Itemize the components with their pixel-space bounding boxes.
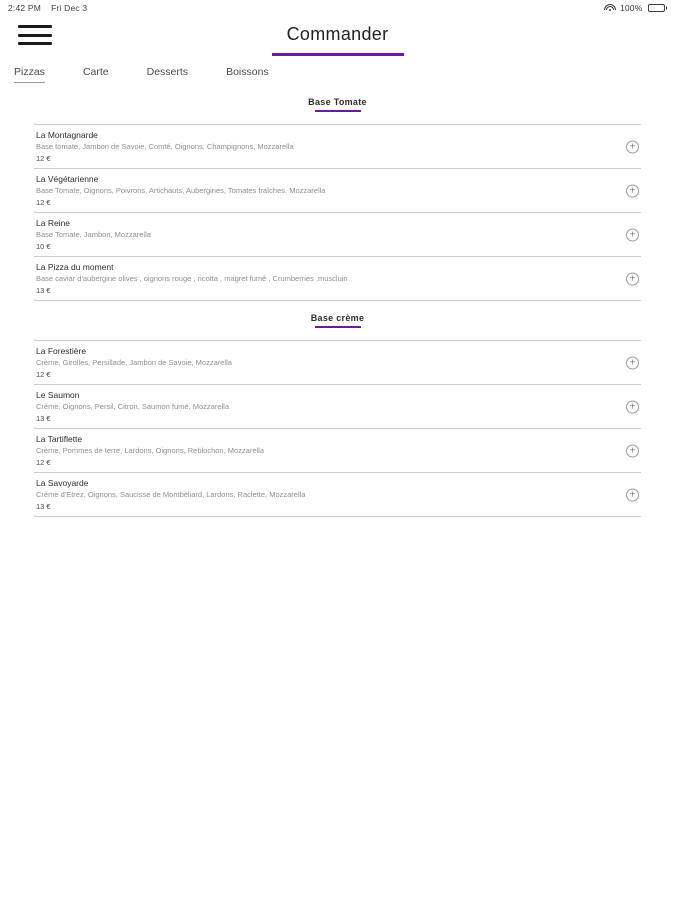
tab-boissons[interactable]: Boissons — [226, 66, 269, 78]
tab-pizzas[interactable]: Pizzas — [14, 66, 45, 83]
menu-section-base-creme — [34, 340, 641, 517]
menu-item-description: Crème, Girolles, Persillade, Jambon de Savoie, Mozzarella — [36, 358, 232, 367]
page-title: Commander — [286, 24, 389, 44]
add-item-icon[interactable]: + — [626, 444, 639, 457]
status-date: Fri Dec 3 — [51, 3, 88, 13]
menu-item-name: La Végétarienne — [36, 174, 99, 184]
menu-item-description: Base Tomate, Jambon, Mozzarella — [36, 230, 151, 239]
menu-item[interactable] — [34, 473, 641, 517]
menu-item-price: 12 € — [36, 370, 51, 379]
category-tabs — [0, 58, 675, 83]
section-underline — [315, 326, 361, 328]
status-bar — [0, 0, 675, 16]
menu-item[interactable] — [34, 385, 641, 429]
menu-item-name: La Reine — [36, 218, 71, 228]
status-time: 2:42 PM — [8, 3, 42, 13]
menu-item[interactable] — [34, 257, 641, 301]
menu-item-price: 13 € — [36, 286, 51, 295]
menu-item-description: Crème, Oignons, Persil, Citron, Saumon fumé, Mozzarella — [36, 402, 229, 411]
add-item-icon[interactable]: + — [626, 400, 639, 413]
menu-item-price: 12 € — [36, 154, 51, 163]
menu-item-description: Base Tomate, Oignons, Poivrons, Artichauts, Aubergines, Tomates fraîches, Mozzarella — [36, 186, 326, 195]
section-underline — [315, 110, 361, 112]
menu-item-price: 13 € — [36, 502, 51, 511]
menu-item[interactable] — [34, 169, 641, 213]
menu-item-price: 10 € — [36, 242, 51, 251]
app-header — [0, 16, 675, 58]
add-item-icon[interactable]: + — [626, 228, 639, 241]
title-underline — [272, 53, 404, 56]
section-heading-base-tomate: Base Tomate — [308, 97, 367, 107]
menu-item[interactable] — [34, 124, 641, 169]
menu-section-base-tomate — [34, 124, 641, 301]
add-item-icon[interactable]: + — [626, 272, 639, 285]
menu-item-price: 12 € — [36, 458, 51, 467]
battery-percent-label: 100% — [619, 3, 643, 13]
tab-carte[interactable]: Carte — [82, 66, 109, 78]
section-heading-base-creme: Base crème — [310, 313, 365, 323]
menu-item-name: La Montagnarde — [36, 130, 98, 140]
menu-item-name: La Pizza du moment — [36, 262, 114, 272]
add-item-icon[interactable]: + — [626, 184, 639, 197]
status-bar-left — [8, 3, 87, 13]
battery-icon — [648, 4, 668, 12]
menu-item-description: Base tomate, Jambon de Savoie, Comté, Oignons, Champignons, Mozzarella — [36, 142, 294, 151]
menu-item-name: Le Saumon — [36, 390, 80, 400]
menu-content — [0, 83, 675, 517]
menu-item-name: La Savoyarde — [36, 478, 89, 488]
tab-desserts[interactable]: Desserts — [146, 66, 189, 78]
menu-item-description: Base caviar d'aubergine olives , oignons rouge , ricotta , magret fumé , Crumberries ,muscluin — [36, 274, 348, 283]
wifi-icon — [605, 4, 615, 12]
menu-item[interactable] — [34, 429, 641, 473]
menu-item-name: La Tartiflette — [36, 434, 83, 444]
menu-item-name: La Forestière — [36, 346, 87, 356]
menu-item-description: Crème d'Etrez, Oignons, Saucisse de Montbéliard, Lardons, Raclette, Mozzarella — [36, 490, 306, 499]
menu-item[interactable] — [34, 340, 641, 385]
menu-item[interactable] — [34, 213, 641, 257]
menu-item-price: 13 € — [36, 414, 51, 423]
status-bar-right — [605, 3, 667, 13]
add-item-icon[interactable]: + — [626, 356, 639, 369]
add-item-icon[interactable]: + — [626, 488, 639, 501]
menu-item-price: 12 € — [36, 198, 51, 207]
menu-item-description: Crème, Pommes de terre, Lardons, Oignons, Reblochon, Mozzarella — [36, 446, 265, 455]
add-item-icon[interactable]: + — [626, 140, 639, 153]
